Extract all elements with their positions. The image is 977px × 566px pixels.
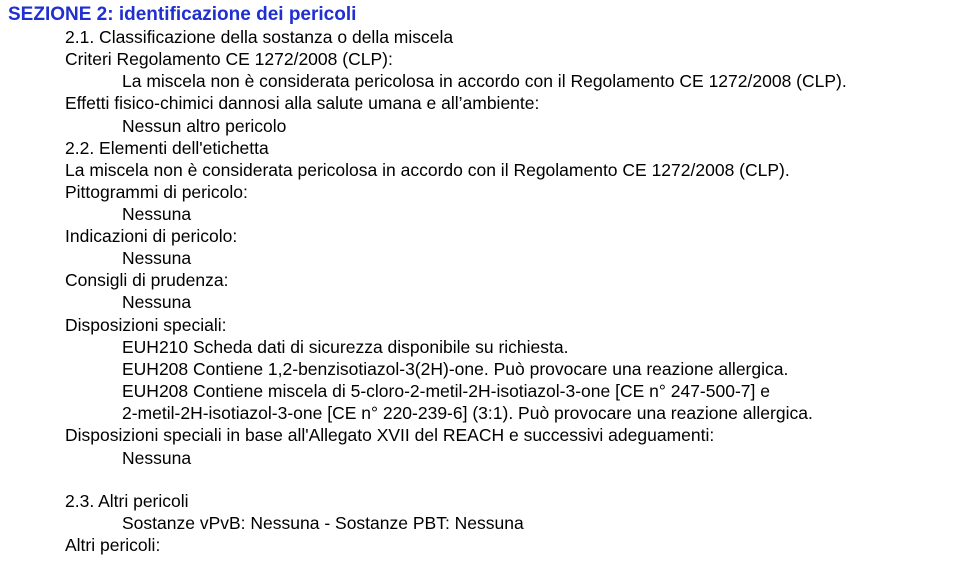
precautionary-statements-value: Nessuna bbox=[122, 292, 192, 312]
hazard-statements-value: Nessuna bbox=[122, 248, 192, 268]
special-provision-item: EUH208 Contiene 1,2-benzisotiazol-3(2H)-one. Può provocare una reazione allergica. bbox=[122, 359, 789, 379]
reach-provisions-value: Nessuna bbox=[122, 448, 192, 468]
subsection-2-3-heading: 2.3. Altri pericoli bbox=[65, 491, 189, 511]
criteria-value: La miscela non è considerata pericolosa in accordo con il Regolamento CE 1272/2008 (CLP). bbox=[122, 71, 847, 91]
precautionary-statements-label: Consigli di prudenza: bbox=[65, 270, 229, 290]
section-title: SEZIONE 2: identificazione dei pericoli bbox=[8, 4, 357, 25]
effects-label: Effetti fisico-chimici dannosi alla salute umana e all’ambiente: bbox=[65, 93, 540, 113]
pictograms-label: Pittogrammi di pericolo: bbox=[65, 182, 248, 202]
subsection-2-2-heading: 2.2. Elementi dell'etichetta bbox=[65, 138, 269, 158]
label-statement: La miscela non è considerata pericolosa in accordo con il Regolamento CE 1272/2008 (CLP). bbox=[65, 160, 790, 180]
subsection-2-1-heading: 2.1. Classificazione della sostanza o della miscela bbox=[65, 27, 454, 47]
hazard-statements-label: Indicazioni di pericolo: bbox=[65, 226, 238, 246]
special-provision-item: EUH208 Contiene miscela di 5-cloro-2-metil-2H-isotiazol-3-one [CE n° 247-500-7] e bbox=[122, 381, 770, 401]
reach-provisions-label: Disposizioni speciali in base all'Allegato XVII del REACH e successivi adeguamenti: bbox=[65, 425, 715, 445]
special-provision-item: EUH210 Scheda dati di sicurezza disponibile su richiesta. bbox=[122, 337, 569, 357]
vpvb-pbt-value: Sostanze vPvB: Nessuna - Sostanze PBT: Nessuna bbox=[122, 513, 524, 533]
pictograms-value: Nessuna bbox=[122, 204, 192, 224]
effects-value: Nessun altro pericolo bbox=[122, 116, 287, 136]
criteria-label: Criteri Regolamento CE 1272/2008 (CLP): bbox=[65, 49, 393, 69]
other-hazards-label: Altri pericoli: bbox=[65, 535, 161, 555]
special-provision-item: 2-metil-2H-isotiazol-3-one [CE n° 220-239-6] (3:1). Può provocare una reazione allergica. bbox=[122, 403, 813, 423]
special-provisions-label: Disposizioni speciali: bbox=[65, 315, 227, 335]
